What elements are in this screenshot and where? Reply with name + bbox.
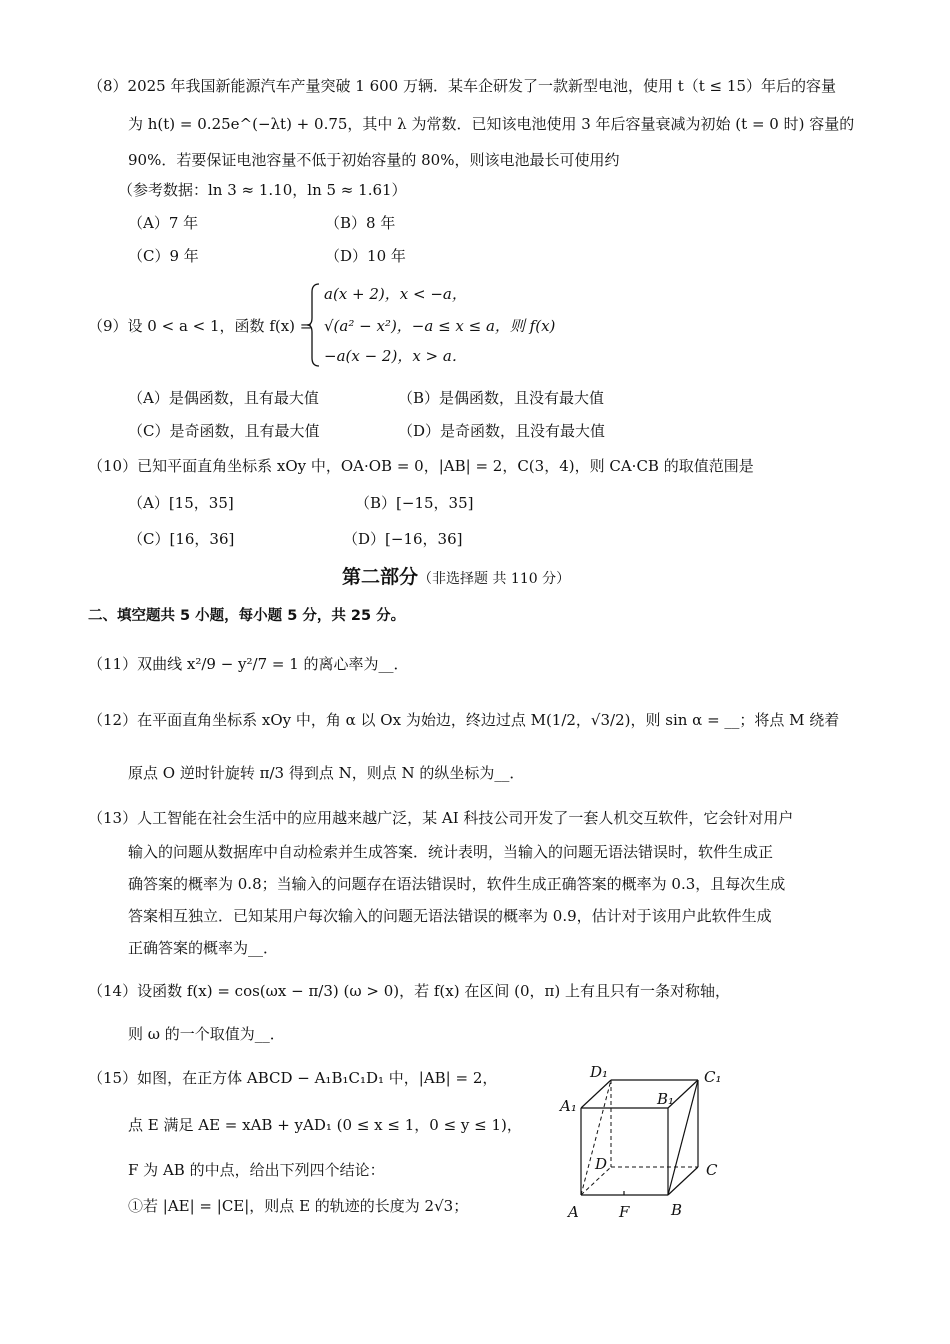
label-D: D [595, 1155, 608, 1173]
q12-line1: （12）在平面直角坐标系 xOy 中，角 α 以 Ox 为始边，终边过点 M(1/2，√3/2)，则 sin α = __；将点 M 绕着 [88, 711, 840, 729]
label-B: B [671, 1201, 683, 1219]
q10-option-d: （D）[−16，36] [343, 530, 463, 548]
q14-line1: （14）设函数 f(x) = cos(ωx − π/3) (ω > 0)，若 f(x) 在区间 (0，π) 上有且只有一条对称轴， [88, 982, 731, 1000]
q8-option-a: （A）7 年 [128, 214, 199, 232]
q13-line1: （13）人工智能在社会生活中的应用越来越广泛，某 AI 科技公司开发了一套人机交互软件，它会针对用户 [88, 809, 794, 827]
q8-option-d: （D）10 年 [325, 247, 406, 265]
q15-line2: 点 E 满足 AE = xAB + yAD₁ (0 ≤ x ≤ 1，0 ≤ y ≤ 1)， [128, 1116, 522, 1134]
q13-line2: 输入的问题从数据库中自动检索并生成答案．统计表明，当输入的问题无语法错误时，软件生成正 [128, 843, 774, 861]
edge-BC [668, 1167, 698, 1195]
label-A1: A₁ [560, 1097, 577, 1115]
q15-line4: ①若 |AE| = |CE|，则点 E 的轨迹的长度为 2√3； [128, 1197, 469, 1215]
q9-option-d: （D）是奇函数，且没有最大值 [398, 422, 606, 440]
q13-line5: 正确答案的概率为__． [128, 939, 279, 957]
label-D1: D₁ [590, 1063, 609, 1081]
q13-line3: 确答案的概率为 0.8；当输入的问题存在语法错误时，软件生成正确答案的概率为 0.3，且每次生成 [128, 875, 786, 893]
part2-heading [342, 567, 570, 589]
q8-option-b: （B）8 年 [325, 214, 396, 232]
q9-piecewise-brace [306, 282, 322, 368]
q8-line2: 为 h(t) = 0.25e^(−λt) + 0.75，其中 λ 为常数．已知该电池使用 3 年后容量衰减为初始 (t = 0 时) 容量的 [128, 115, 855, 133]
q9-case-1: a(x + 2)，x < −a， [324, 285, 467, 303]
q15-line3: F 为 AB 的中点，给出下列四个结论： [128, 1161, 385, 1179]
q9-option-a: （A）是偶函数，且有最大值 [128, 389, 319, 407]
q14-line2: 则 ω 的一个取值为__． [128, 1025, 285, 1043]
q9-option-c: （C）是奇函数，且有最大值 [128, 422, 320, 440]
q9-prefix: （9）设 0 < a < 1，函数 f(x) = [88, 317, 313, 335]
section2-heading: 二、填空题共 5 小题，每小题 5 分，共 25 分。 [88, 608, 406, 624]
q15-line1: （15）如图，在正方体 ABCD − A₁B₁C₁D₁ 中，|AB| = 2， [88, 1069, 498, 1087]
q10-option-b: （B）[−15，35] [355, 494, 474, 512]
q11-stem: （11）双曲线 x²/9 − y²/7 = 1 的离心率为__． [88, 655, 409, 673]
q9-case-3: −a(x − 2)，x > a． [324, 347, 467, 365]
label-A: A [568, 1203, 579, 1221]
edge-A1D1 [581, 1080, 611, 1108]
label-B1: B₁ [657, 1090, 675, 1108]
q8-line3: 90%．若要保证电池容量不低于初始容量的 80%，则该电池最长可使用约 [128, 151, 620, 169]
q8-reference-data: （参考数据：ln 3 ≈ 1.10，ln 5 ≈ 1.61） [118, 181, 407, 199]
hidden-diagonal-AD1 [581, 1080, 611, 1195]
q10-option-c: （C）[16，36] [128, 530, 235, 548]
label-C: C [706, 1161, 718, 1179]
q8-option-c: （C）9 年 [128, 247, 199, 265]
label-C1: C₁ [704, 1068, 722, 1086]
q12-line2: 原点 O 逆时针旋转 π/3 得到点 N，则点 N 的纵坐标为__． [128, 764, 525, 782]
q9-option-b: （B）是偶函数，且没有最大值 [398, 389, 605, 407]
q13-line4: 答案相互独立．已知某用户每次输入的问题无语法错误的概率为 0.9，估计对于该用户此软件生成 [128, 907, 772, 925]
part2-title: 第二部分 [342, 566, 419, 588]
q10-stem: （10）已知平面直角坐标系 xOy 中，OA·OB = 0，|AB| = 2，C(3，4)，则 CA·CB 的取值范围是 [88, 457, 754, 475]
part2-subtitle: （非选择题 共 110 分） [418, 571, 571, 587]
q9-case-2: √(a² − x²)，−a ≤ x ≤ a，则 f(x) [324, 317, 556, 335]
label-F: F [619, 1203, 630, 1221]
q8-line1: （8）2025 年我国新能源汽车产量突破 1 600 万辆．某车企研发了一款新型电池，使用 t（t ≤ 15）年后的容量 [88, 77, 836, 95]
q10-option-a: （A）[15，35] [128, 494, 234, 512]
cube-figure [556, 1060, 736, 1230]
